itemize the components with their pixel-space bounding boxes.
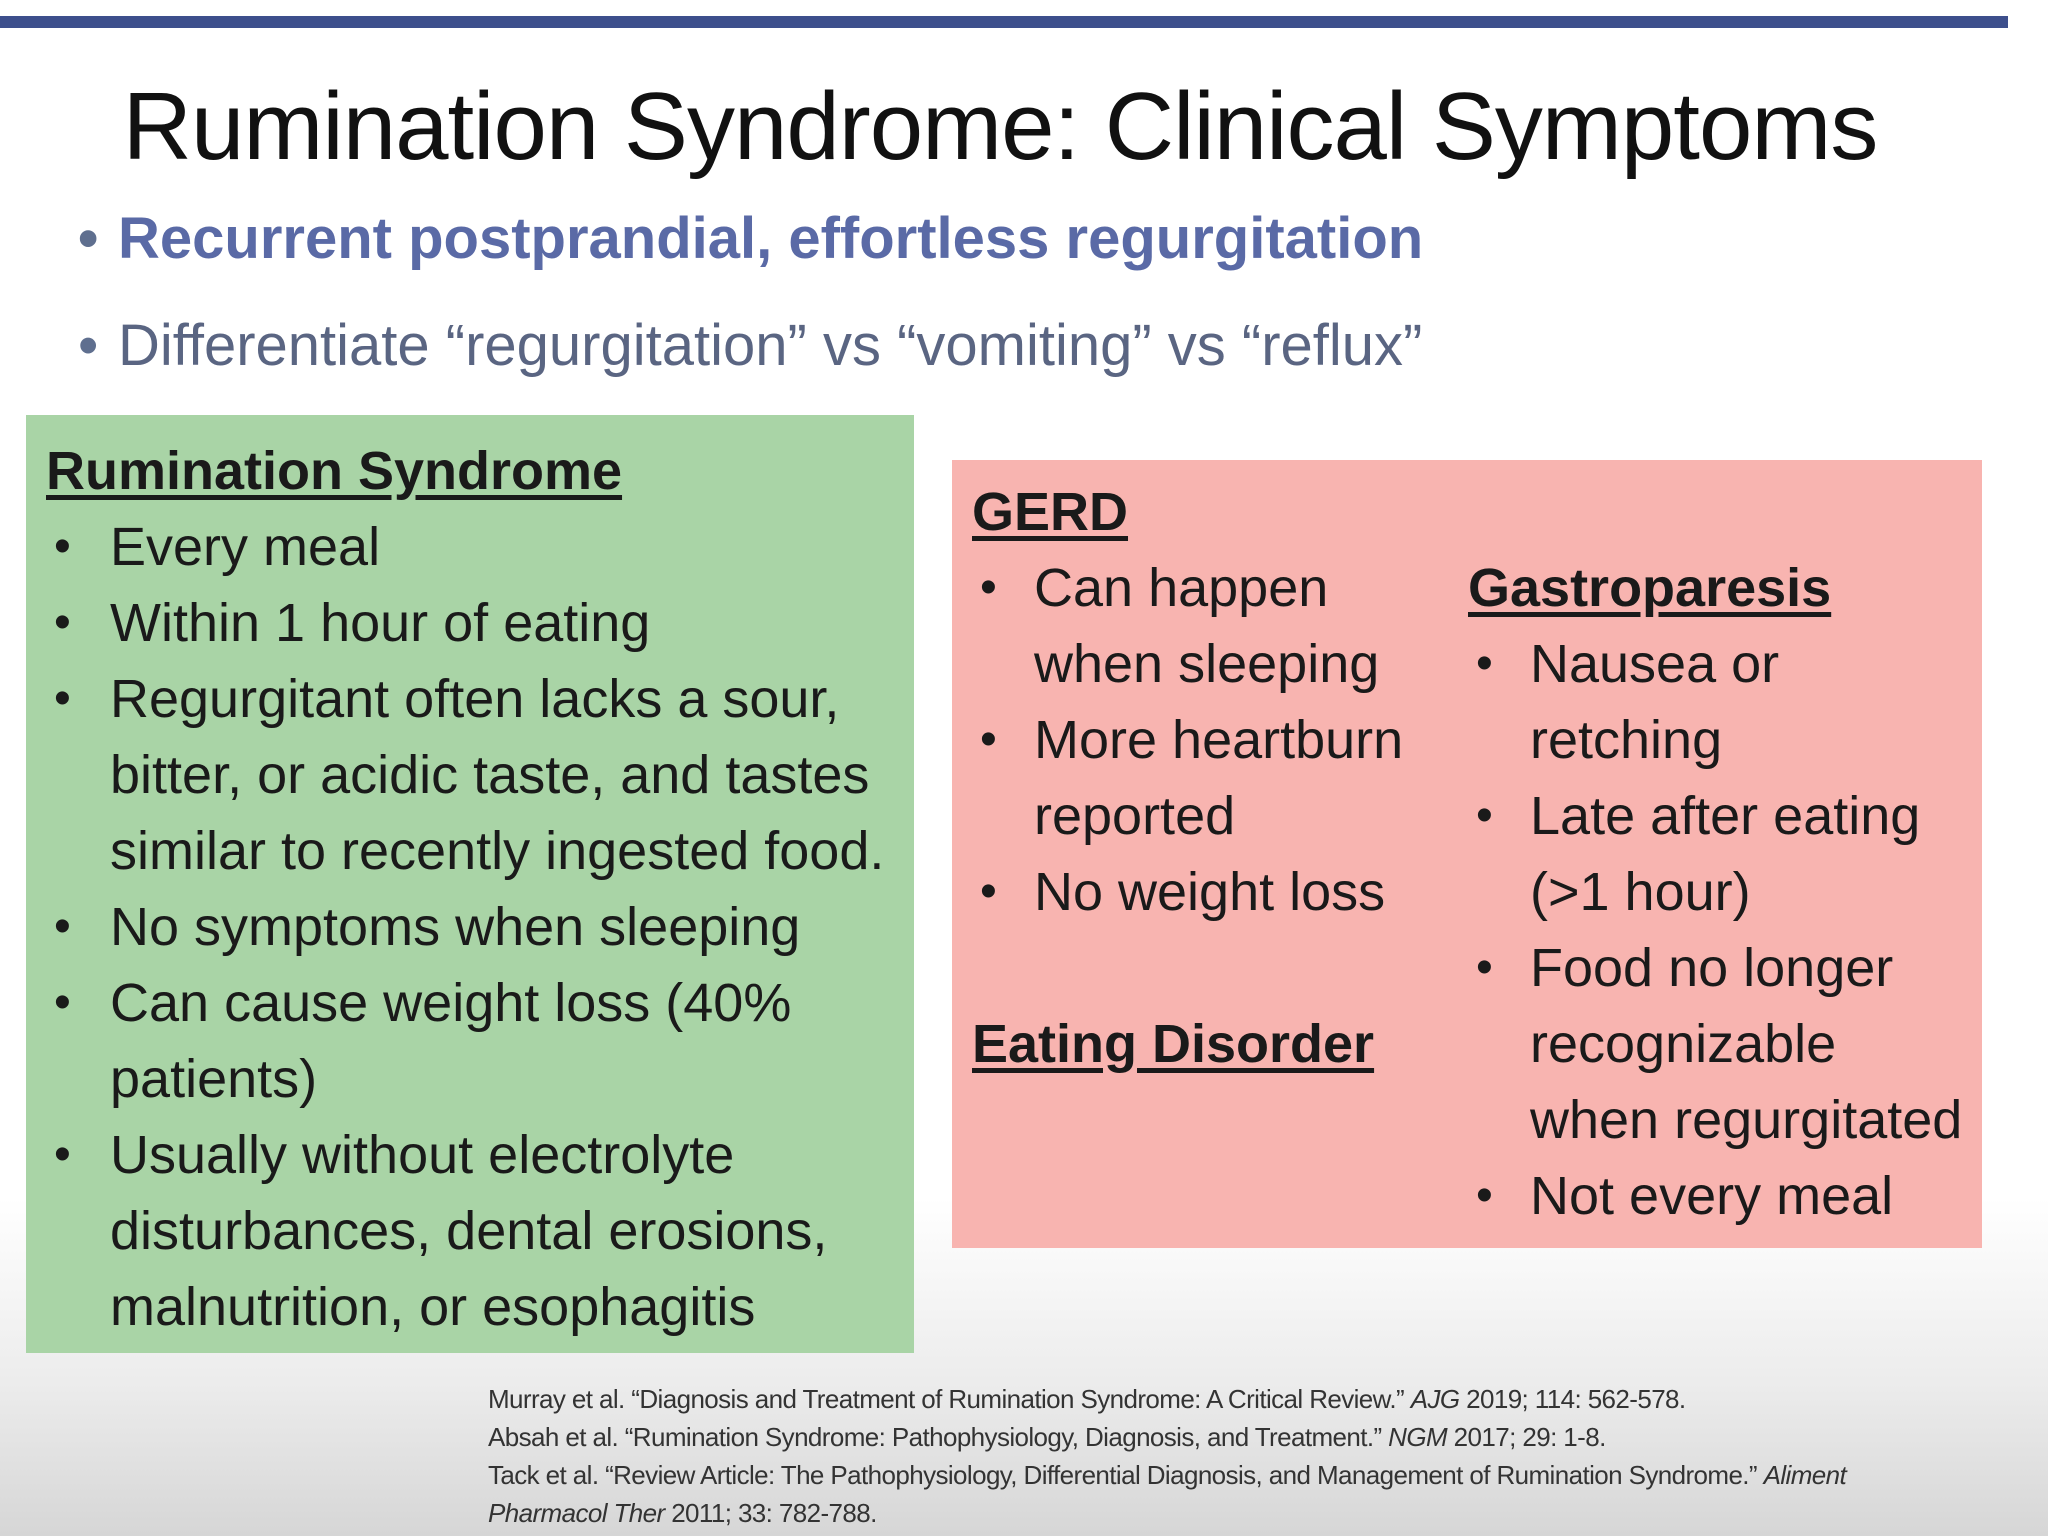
references <box>488 1380 1908 1532</box>
reference-citation: 2017; 29: 1-8. <box>1453 1422 1606 1452</box>
list-item: • Food no longer recognizable when regurgitated <box>1468 930 1978 1158</box>
bullet-text: Recurrent postprandial, effortless regurgitation <box>118 206 1424 271</box>
slide-title: Rumination Syndrome: Clinical Symptoms <box>122 73 1878 180</box>
reference-1 <box>488 1380 1908 1418</box>
bullet-dot: • <box>78 206 99 271</box>
gerd-heading: GERD <box>972 482 1129 542</box>
gastroparesis-heading: Gastroparesis <box>1468 558 1832 618</box>
differential-box <box>952 460 1982 1248</box>
list-item: • More heartburn reported <box>972 702 1472 854</box>
gerd-column <box>972 474 1472 1082</box>
eating-disorder-heading: Eating Disorder <box>972 1014 1375 1074</box>
reference-citation: 2011; 33: 782-788. <box>671 1498 877 1528</box>
list-item: • Not every meal <box>1468 1158 1978 1234</box>
list-item: • No weight loss <box>972 854 1472 930</box>
bullet-recurrent-regurgitation <box>78 205 1423 272</box>
reference-2 <box>488 1418 1908 1456</box>
reference-journal: Aliment Pharmacol Ther <box>488 1460 1847 1528</box>
top-rule <box>0 16 2008 28</box>
list-item: • Can happen when sleeping <box>972 550 1472 702</box>
list-item: • Can cause weight loss (40% patients) <box>46 965 894 1117</box>
gerd-list <box>972 550 1472 930</box>
reference-journal: NGM <box>1388 1422 1448 1452</box>
reference-text: Murray et al. “Diagnosis and Treatment of Rumination Syndrome: A Critical Review.” <box>488 1384 1405 1414</box>
list-item: • Within 1 hour of eating <box>46 585 894 661</box>
list-item: • No symptoms when sleeping <box>46 889 894 965</box>
list-item: • Usually without electrolyte disturbances, dental erosions, malnutrition, or esophagitis <box>46 1117 894 1345</box>
list-item: • Late after eating (>1 hour) <box>1468 778 1978 930</box>
bullet-differentiate <box>78 312 1422 379</box>
rumination-box <box>26 415 914 1353</box>
reference-citation: 2019; 114: 562-578. <box>1466 1384 1686 1414</box>
rumination-list <box>46 509 894 1345</box>
gastroparesis-column <box>1468 550 1978 1234</box>
list-item: • Regurgitant often lacks a sour, bitter, or acidic taste, and tastes similar to recently ingested food. <box>46 661 894 889</box>
reference-journal: AJG <box>1410 1384 1460 1414</box>
list-item: • Every meal <box>46 509 894 585</box>
rumination-heading: Rumination Syndrome <box>46 441 623 501</box>
gastroparesis-list <box>1468 626 1978 1234</box>
list-item: • Nausea or retching <box>1468 626 1978 778</box>
reference-text: Absah et al. “Rumination Syndrome: Pathophysiology, Diagnosis, and Treatment.” <box>488 1422 1382 1452</box>
bullet-dot: • <box>78 313 99 378</box>
reference-text: Tack et al. “Review Article: The Pathophysiology, Differential Diagnosis, and Management of Rumination Syndrome.” <box>488 1460 1757 1490</box>
bullet-text: Differentiate “regurgitation” vs “vomiting” vs “reflux” <box>118 313 1423 378</box>
reference-3 <box>488 1456 1908 1532</box>
